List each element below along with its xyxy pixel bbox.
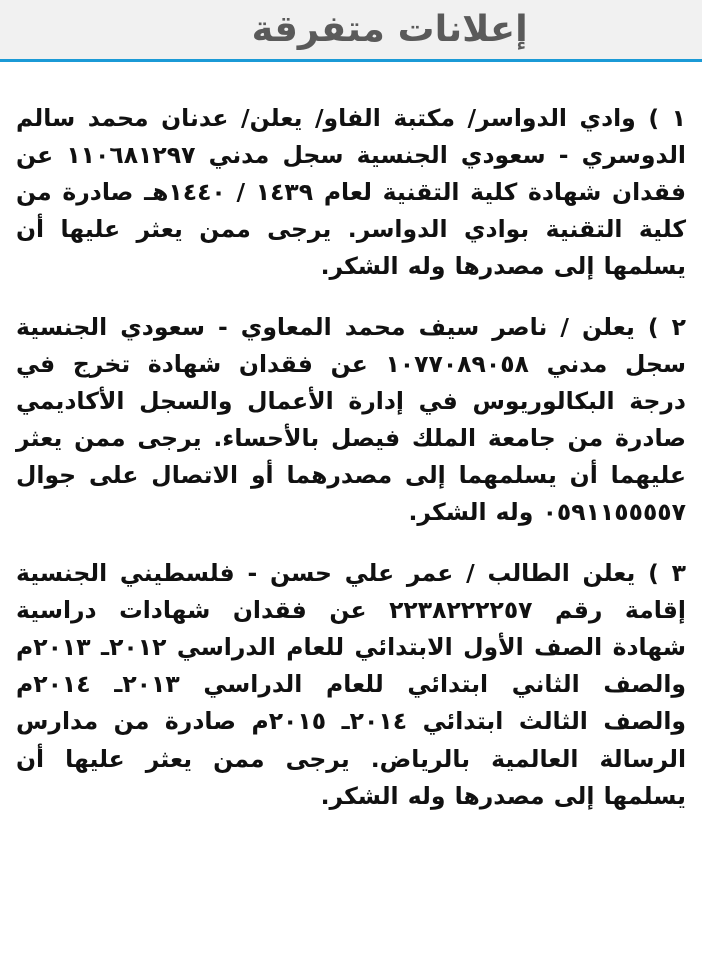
classified-ad-1: ١ ) وادي الدواسر/ مكتبة الفاو/ يعلن/ عدنان محمد سالم الدوسري - سعودي الجنسية سجل مدني ١١٠٦٨١٢٩٧ عن فقدان شهادة كلية التقنية لعام ١٤٣٩ / ١٤٤٠هـ صادرة من كلية التقنية بوادي الدواسر. يرجى ممن يعثر عليها أن يسلمها إلى مصدرها وله الشكر.	[16, 103, 686, 280]
page-header-banner	[0, 0, 702, 62]
page-title: إعلانات متفرقة	[251, 8, 528, 50]
classifieds-content	[0, 62, 702, 815]
classified-ad-3: ٣ ) يعلن الطالب / عمر علي حسن - فلسطيني الجنسية إقامة رقم ٢٢٣٨٢٢٢٢٥٧ عن فقدان شهادات دراسية شهادة الصف الأول الابتدائي للعام الدراسي ٢٠١٢ـ ٢٠١٣م والصف الثاني ابتدائي للعام الدراسي ٢٠١٣ـ ٢٠١٤م والصف الثالث ابتدائي ٢٠١٤ـ ٢٠١٥م صادرة من مدارس الرسالة العالمية بالرياض. يرجى ممن يعثر عليها أن يسلمها إلى مصدرها وله الشكر.	[16, 558, 687, 810]
classified-ad-2: ٢ ) يعلن / ناصر سيف محمد المعاوي - سعودي الجنسية سجل مدني ١٠٧٧٠٨٩٠٥٨ عن فقدان شهادة تخرج في درجة البكالوريوس في إدارة الأعمال والسجل الأكاديمي صادرة من جامعة الملك فيصل بالأحساء. يرجى ممن يعثر عليهما أن يسلمهما إلى مصدرهما أو الاتصال على جوال ٠٥٩١١٥٥٥٥٧ وله الشكر.	[16, 312, 686, 527]
